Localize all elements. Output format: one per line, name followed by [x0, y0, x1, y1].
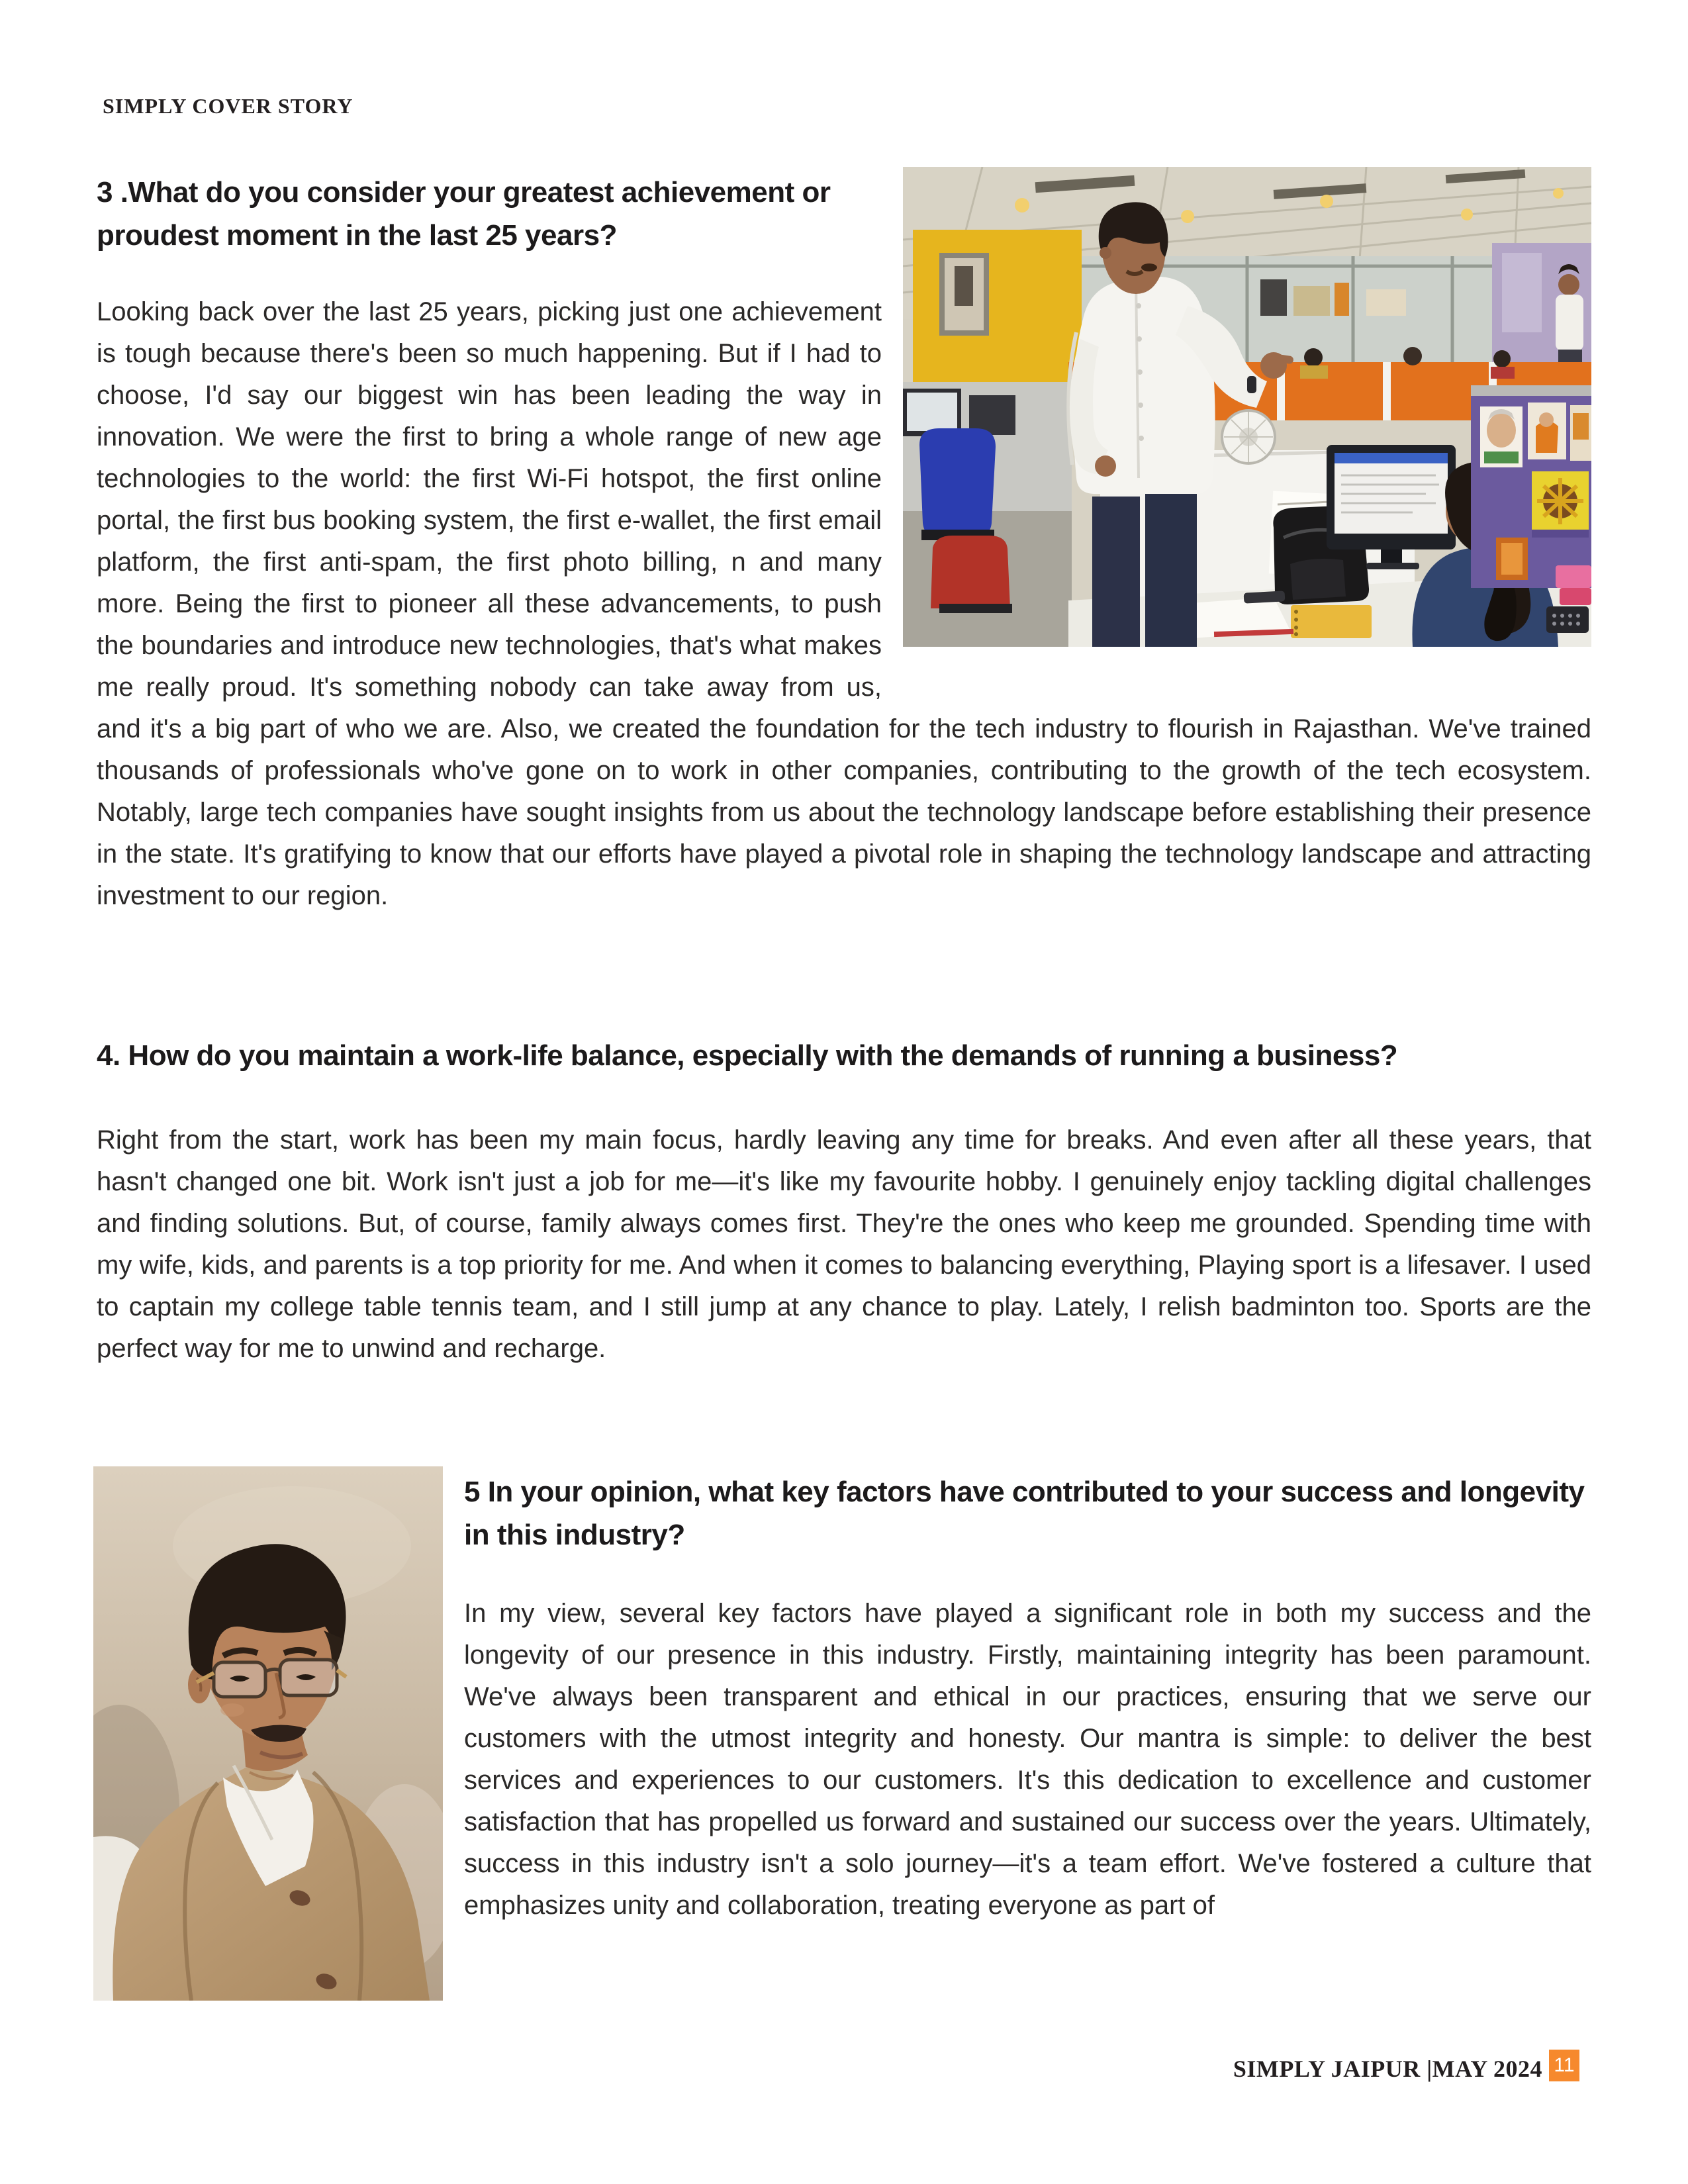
question-5-heading: 5 In your opinion, what key factors have contributed to your success and longevity in this industry? — [464, 1476, 1585, 1551]
answer-3-text: Looking back over the last 25 years, picking just one achievement is tough because there's been so much happening. But if I had to choose, I'd say our biggest win has been leading the way in innovation. We were the first to bring a whole range of new age technologies to the world: the first Wi-Fi hotspot, the first online portal, the first bus booking system, the first e-wallet, the first email platform, the first anti-spam, the first photo billing, n and many more. Being the first to pioneer all these advancements, to push the boundaries and introduce new technologies, that's what makes me really proud. It's something nobody can take away from us, and it's a big part of who we are. Also, we created the foundation for the tech industry to flourish in Rajasthan. We've trained thousands of professionals who've gone on to work in other companies, contributing to the growth of the tech ecosystem. Notably, large tech companies have sought insights from us about the technology landscape before establishing their presence in the state. It's gratifying to know that our efforts have played a pivotal role in shaping the technology landscape and attracting investment to our region. — [97, 297, 1591, 910]
q5-section — [93, 1466, 1591, 2001]
answer-4-text: Right from the start, work has been my main focus, hardly leaving any time for breaks. And even after all these years, that hasn't changed one bit. Work isn't just a job for me—it's like my favourite hobby. I genuinely enjoy tackling digital challenges and finding solutions. But, of course, family always comes first. They're the ones who keep me grounded. Spending time with my wife, kids, and parents is a top priority for me. And when it comes to balancing everything, Playing sport is a lifesaver. I used to captain my college table tennis team, and I still jump at any chance to play. Lately, I relish badminton too. Sports are the perfect way for me to unwind and recharge. — [97, 1125, 1591, 1363]
portrait-illustration — [93, 1466, 443, 2001]
q4-section — [97, 1030, 1591, 1370]
office-photo — [903, 167, 1591, 647]
footer-magazine-title: SIMPLY JAIPUR |MAY 2024 — [1233, 2056, 1542, 2082]
answer-5-text: In my view, several key factors have played a significant role in both my success and the longevity of our presence in this industry. Firstly, maintaining integrity has been paramount. We've always been transparent and ethical in our practices, ensuring that we serve our customers with the utmost integrity and honesty. Our mantra is simple: to deliver the best services and experiences to our customers. It's this dedication to excellence and customer satisfaction that has propelled us forward and sustained our success over the years. Ultimately, success in this industry isn't a solo journey—it's a team effort. We've fostered a culture that emphasizes unity and collaboration, treating everyone as part of — [464, 1599, 1591, 1920]
question-3-heading: 3 .What do you consider your greatest achievement or proudest moment in the last 25 years? — [97, 176, 831, 252]
portrait-photo — [93, 1466, 443, 2001]
section-kicker: SIMPLY COVER STORY — [103, 94, 353, 118]
q3-section — [97, 167, 1591, 917]
question-4-heading: 4. How do you maintain a work-life balance, especially with the demands of running a business? — [97, 1039, 1398, 1072]
office-scene-illustration — [903, 167, 1591, 647]
page-number-badge: 11 — [1549, 2050, 1579, 2081]
